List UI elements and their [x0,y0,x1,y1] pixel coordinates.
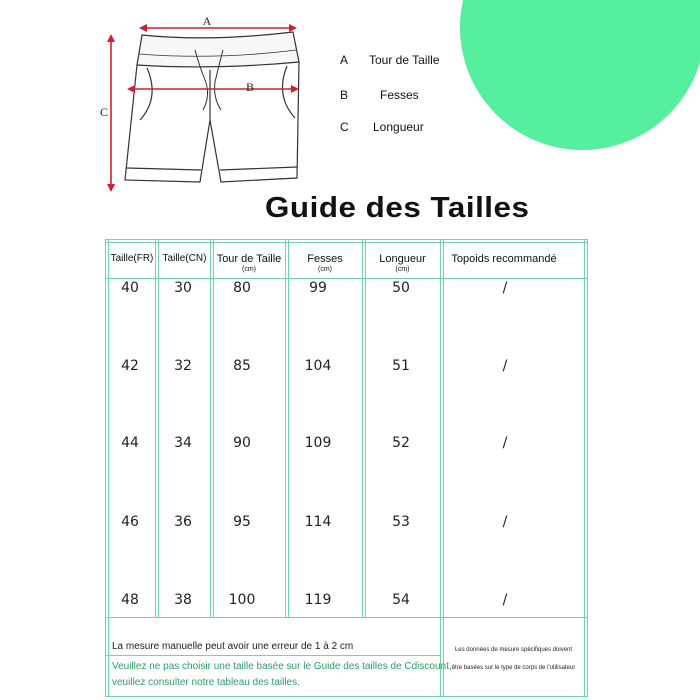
table-cell: / [502,592,508,608]
diagram-label-a: A [202,14,212,28]
table-cell: / [502,280,508,296]
header-unit: (cm) [395,266,410,273]
table-cell: 85 [233,358,251,374]
table-cell: 44 [121,435,139,451]
table-border-top-inner [105,242,588,243]
shorts-outline [125,32,299,182]
table-cell: 42 [121,358,139,374]
legend-key: C [340,120,349,134]
body-type-note-line-2: être basées sur le type de corps de l'utilisateur [451,665,576,671]
col-divider [440,239,441,697]
header-unit: (cm) [318,266,332,273]
table-cell: 114 [304,514,332,530]
measurement-error-note: La mesure manuelle peut avoir une erreur de 1 à 2 cm [112,641,354,652]
header-waist [213,253,285,273]
shorts-diagram [95,10,320,200]
legend-label: Longueur [373,120,424,134]
legend-key: B [340,88,349,102]
col-divider [285,239,286,617]
header-length [365,253,440,273]
table-cell: 50 [392,280,410,296]
legend-label: Fesses [380,88,419,102]
size-advice-line-1: Veuillez ne pas choisir une taille basée sur le Guide des tailles de Cdiscount, [112,661,452,672]
table-cell: / [502,358,508,374]
header-label: Fesses [307,253,343,265]
table-cell: 90 [233,435,251,451]
legend-key: A [340,53,349,67]
legend-item-hip [340,88,480,104]
decorative-green-circle [460,0,700,150]
table-cell: 109 [304,435,332,451]
table-cell: / [502,514,508,530]
legend-item-length [340,120,480,136]
table-cell: 100 [228,592,256,608]
table-cell: 48 [121,592,139,608]
notes-inner-divider [105,655,440,656]
size-advice-line-2: veuillez consulter notre tableau des tailles. [112,677,300,688]
table-cell: 38 [174,592,192,608]
table-cell: 95 [233,514,251,530]
diagram-label-c: C [99,105,109,119]
header-label: Longueur [379,253,426,265]
table-cell: 99 [309,280,327,296]
body-type-note-line-1: Les données de mesure spécifiques doivent [454,647,573,653]
header-recommended-weight [443,253,565,265]
table-border-left [105,239,106,697]
table-cell: 46 [121,514,139,530]
table-border-left-inner [108,239,109,697]
col-divider [443,239,444,697]
header-label: Tour de Taille [216,253,282,265]
col-divider [155,239,156,617]
table-cell: 52 [392,435,410,451]
table-cell: 30 [174,280,192,296]
table-cell: 34 [174,435,192,451]
table-cell: 119 [304,592,332,608]
header-divider [105,278,588,279]
table-cell: 80 [233,280,251,296]
table-border-top [105,239,588,240]
header-label: Taille(CN) [162,253,207,264]
table-cell: 53 [392,514,410,530]
header-label: Topoids recommandé [451,253,557,265]
page-title: Guide des Tailles [265,192,530,224]
table-cell: 36 [174,514,192,530]
header-size-cn [159,253,210,264]
notes-divider [105,617,588,618]
header-hip [288,253,362,273]
header-unit: (cm) [242,266,256,273]
table-border-right [584,239,585,697]
legend-item-waist [340,53,480,69]
table-cell: 51 [392,358,410,374]
table-cell: 32 [174,358,192,374]
table-cell: / [502,435,508,451]
col-divider [362,239,363,617]
header-size-fr [109,253,155,264]
col-divider [210,239,211,617]
table-cell: 104 [304,358,332,374]
table-border-right-inner [587,239,588,697]
diagram-label-b: B [245,80,255,94]
table-cell: 40 [121,280,139,296]
table-border-bottom [105,696,588,697]
header-label: Taille(FR) [110,253,154,264]
legend-label: Tour de Taille [369,53,440,67]
table-cell: 54 [392,592,410,608]
